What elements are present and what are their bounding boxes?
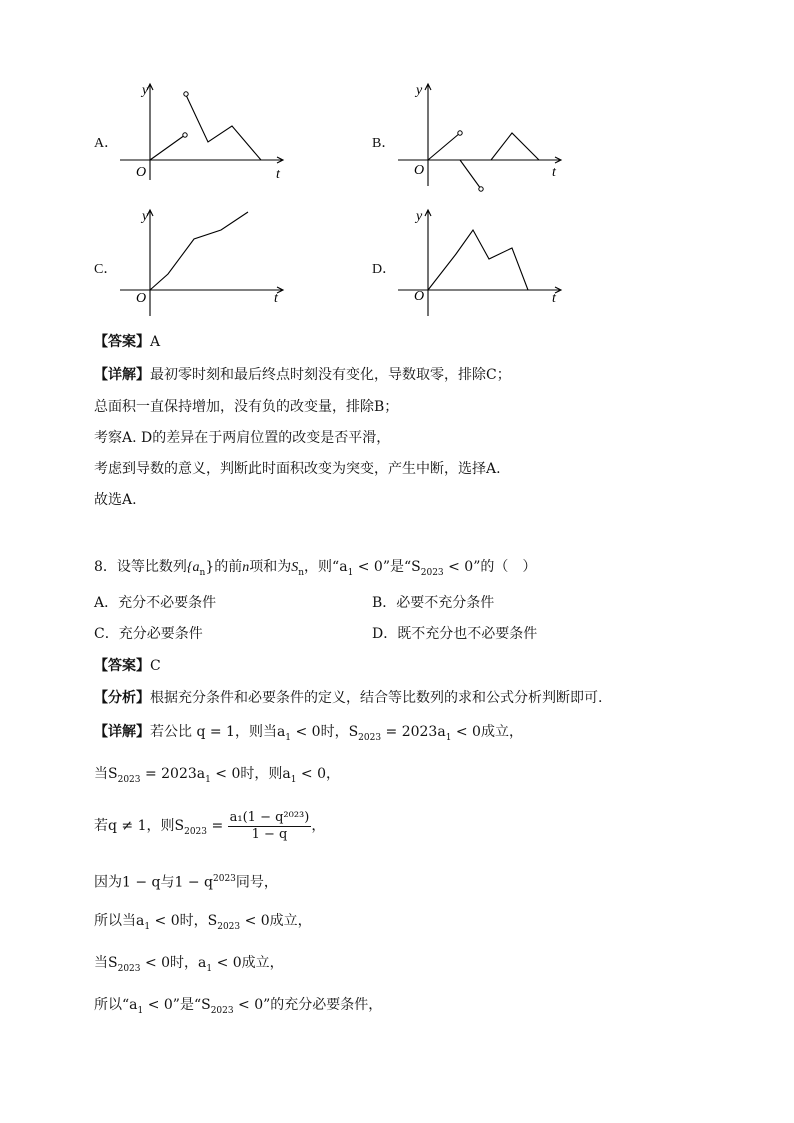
q7-detail-line-3: 考察A. D的差异在于两肩位置的改变是否平滑， (94, 430, 391, 446)
q7-answer-line (94, 333, 160, 351)
option-b-label: B． (372, 136, 396, 151)
q8-analysis-line: 【分析】根据充分条件和必要条件的定义，结合等比数列的求和公式分析判断即可. (94, 690, 603, 706)
graph-a-seg2 (186, 95, 261, 160)
q7-detail-line-4: 考虑到导数的意义，判断此时面积改变为突变，产生中断，选择A. (94, 461, 501, 477)
origin-label: O (414, 289, 425, 304)
q8-detail-line-6: 当$S_{2023} < 0$时，$a_1 < 0$成立， (94, 955, 284, 974)
q8-detail-line-2: 当$S_{2023} = 2023a_1 < 0$时，则$a_1 < 0$， (94, 766, 341, 785)
q8-detail-line-5: 所以当$a_1 < 0$时，$S_{2023} < 0$成立， (94, 913, 312, 932)
q8-detail-line-4: 因为1 − q与$1 - q^{2023}$同号， (94, 874, 278, 891)
q7-detail-line-5: 故选A. (94, 492, 137, 508)
y-label: y (142, 83, 149, 98)
q7-detail-tag: 【详解】 (94, 367, 150, 383)
x-label: t (552, 165, 556, 180)
graph-c (118, 208, 288, 318)
y-label: y (416, 209, 423, 224)
q8-detail-line-3: 若q ≠ 1，则$S_{2023}$ = $\frac{\text{a₁(1 − q²⁰²³)}}{1 - q}$ ， (94, 809, 326, 842)
graph-c-curve (150, 212, 248, 290)
graph-a-open1 (183, 133, 187, 137)
q8-detail-tag: 【详解】 (94, 724, 150, 740)
q7-answer: A (150, 334, 161, 350)
q7-answer-tag: 【答案】 (94, 334, 150, 350)
origin-label: O (136, 165, 147, 180)
q8-answer: C (150, 658, 161, 674)
option-c-label: C． (94, 262, 118, 277)
graph-d-curve (428, 230, 528, 290)
graph-b-seg1 (428, 133, 460, 160)
x-label: t (274, 291, 278, 306)
q8-analysis-tag: 【分析】 (94, 690, 150, 706)
option-a-label: A． (94, 136, 119, 151)
q7-detail-line-1: 【详解】最初零时刻和最后终点时刻没有变化，导数取零，排除C； (94, 367, 511, 383)
y-label: y (142, 209, 149, 224)
graph-a-seg1 (150, 135, 185, 160)
graph-a (118, 82, 288, 182)
q8-answer-line (94, 657, 161, 675)
origin-label: O (414, 163, 425, 178)
q8-option-d: D．既不充分也不必要条件 (372, 626, 538, 642)
origin-label: O (136, 291, 147, 306)
option-d-label: D． (372, 262, 397, 277)
q8-answer-tag: 【答案】 (94, 658, 150, 674)
graph-a-open2 (184, 92, 188, 96)
q8-detail-line-7: 所以“$a_1 < 0$”是“$S_{2023} < 0$”的充分必要条件， (94, 997, 383, 1016)
graph-b-seg2 (460, 160, 481, 189)
graph-b-open1 (458, 131, 462, 135)
q7-detail-line-2: 总面积一直保持增加，没有负的改变量，排除B； (94, 399, 399, 415)
y-label: y (416, 83, 423, 98)
q8-option-c: C．充分必要条件 (94, 626, 203, 642)
x-label: t (552, 291, 556, 306)
graph-d (396, 208, 566, 318)
sum-formula-fraction: $\frac{\text{a₁(1 − q²⁰²³)}}{1 - q}$ (229, 809, 310, 842)
graph-b-open2 (479, 187, 483, 191)
q8-stem: 8．设等比数列$\{a_n\}$的前n项和为$S_n$，则“$a_1 < 0$”是“$S_{2023} < 0$”的（ ） (94, 559, 537, 578)
q8-option-b: B．必要不充分条件 (372, 595, 495, 611)
q8-detail-line-1: 【详解】若公比 q = 1，则当$a_1 < 0$时，$S_{2023} = 2023a_1 < 0$成立， (94, 724, 523, 743)
q8-option-a: A．充分不必要条件 (94, 595, 217, 611)
graph-b (396, 82, 566, 194)
x-label: t (276, 167, 280, 182)
graph-b-seg3 (491, 133, 539, 160)
